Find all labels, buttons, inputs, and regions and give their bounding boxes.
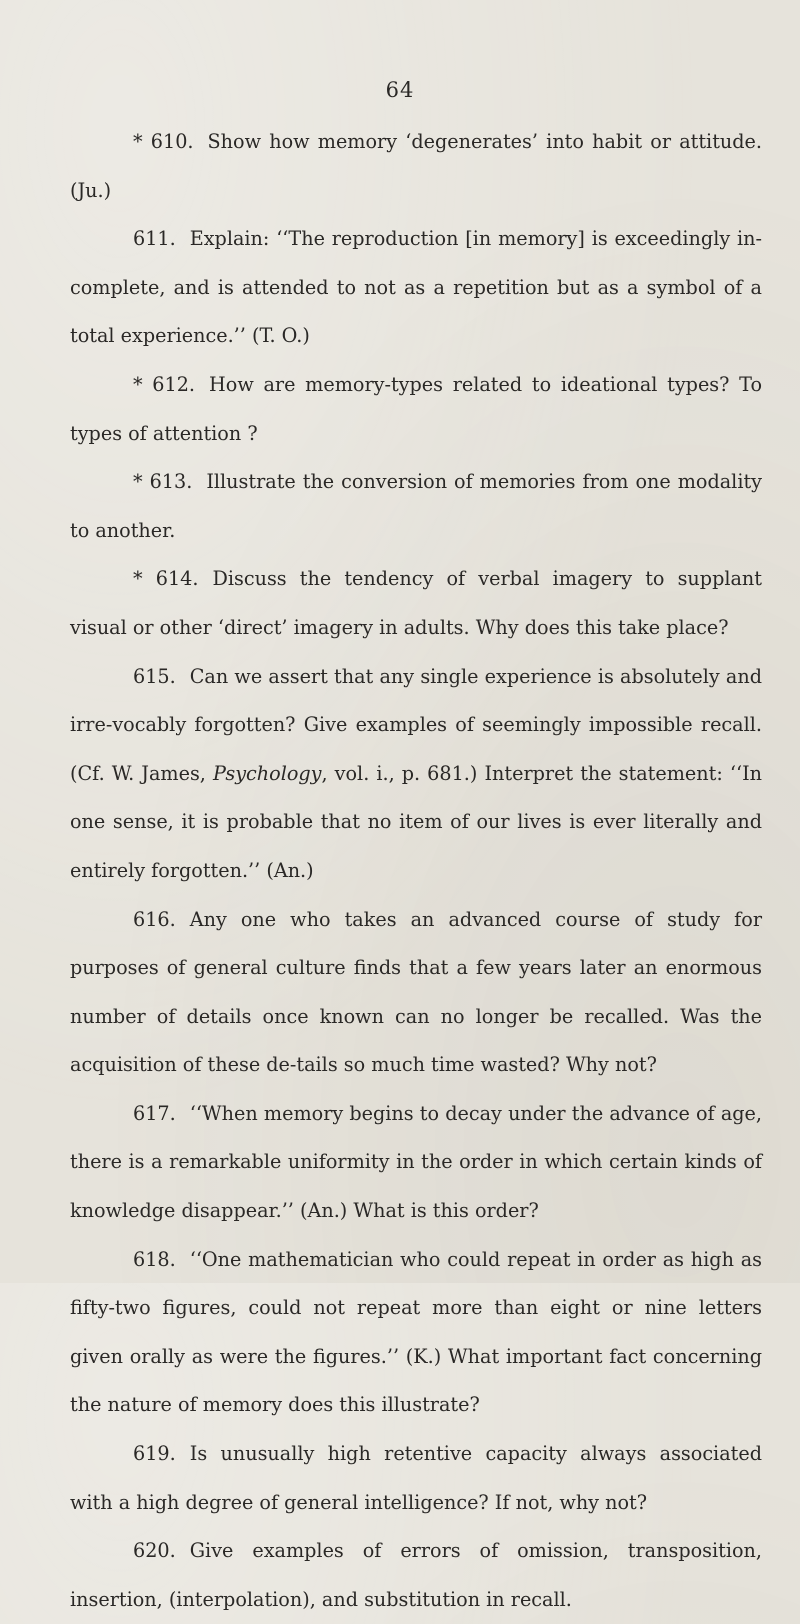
question-613	[70, 458, 762, 555]
question-text: Show how memory ‘degenerates’ into habit or attitude. (Ju.)	[70, 130, 763, 202]
question-614	[70, 555, 762, 652]
question-number: 616.	[133, 907, 176, 931]
question-number: * 612.	[133, 372, 196, 396]
question-615	[70, 653, 762, 896]
question-text: ‘‘One mathematician who could repeat in order as high as fifty-two figures, could not repeat more than eight or nine letters given orally as were the figures.’’ (K.) What important fact concerning the nature of memory does this illustrate?	[70, 1247, 762, 1417]
question-text: Give examples of errors of omission, transposition, insertion, (interpolation), and substitution in recall.	[70, 1539, 762, 1611]
question-text-before: Can we assert that any single experience is absolutely and irre-vocably forgotten? Give examples of seemingly impossible recall. (Cf. W. James,	[70, 664, 762, 785]
question-number: 620.	[133, 1539, 176, 1563]
question-number: * 613.	[133, 470, 193, 494]
question-618	[70, 1236, 762, 1430]
question-number: 615.	[133, 664, 176, 688]
question-617	[70, 1090, 762, 1236]
question-text: Discuss the tendency of verbal imagery to supplant visual or other ‘direct’ imagery in adults. Why does this take place?	[70, 567, 763, 639]
question-text: ‘‘When memory begins to decay under the advance of age, there is a remarkable uniformity in the order in which certain kinds of knowledge disappear.’’ (An.) What is this order?	[70, 1101, 762, 1223]
question-612	[70, 361, 762, 458]
question-list	[70, 118, 762, 1624]
question-text: Explain: ‘‘The reproduction [in memory] is exceedingly in-complete, and is attended to not as a repetition but as a symbol of a total experience.’’ (T. O.)	[70, 227, 762, 348]
question-text: Illustrate the conversion of memories from one modality to another.	[70, 470, 763, 542]
question-text: Is unusually high retentive capacity always associated with a high degree of general intelligence? If not, why not?	[70, 1442, 762, 1514]
question-text: How are memory-types related to ideational types? To types of attention ?	[70, 372, 763, 445]
page-number: 64	[385, 78, 415, 102]
book-title: Psychology	[212, 761, 322, 785]
question-610	[70, 118, 762, 215]
question-number: 617.	[133, 1101, 176, 1125]
question-616	[70, 896, 762, 1090]
question-number: 611.	[133, 227, 176, 251]
question-number: * 610.	[133, 130, 194, 153]
question-text-after: , vol. i., p. 681.) Interpret the statement: ‘‘In one sense, it is probable that no item of our lives is ever literally and entirely forgotten.’’ (An.)	[70, 761, 763, 882]
question-619	[70, 1430, 762, 1527]
question-text: Any one who takes an advanced course of study for purposes of general culture finds that a few years later an enormous number of details once known can no longer be recalled. Was the acquisition of these de-tails so much time wasted? Why not?	[70, 907, 762, 1077]
question-620	[70, 1527, 762, 1624]
question-number: * 614.	[133, 567, 199, 591]
question-611	[70, 215, 762, 361]
question-number: 618.	[133, 1247, 176, 1271]
question-number: 619.	[133, 1442, 176, 1466]
